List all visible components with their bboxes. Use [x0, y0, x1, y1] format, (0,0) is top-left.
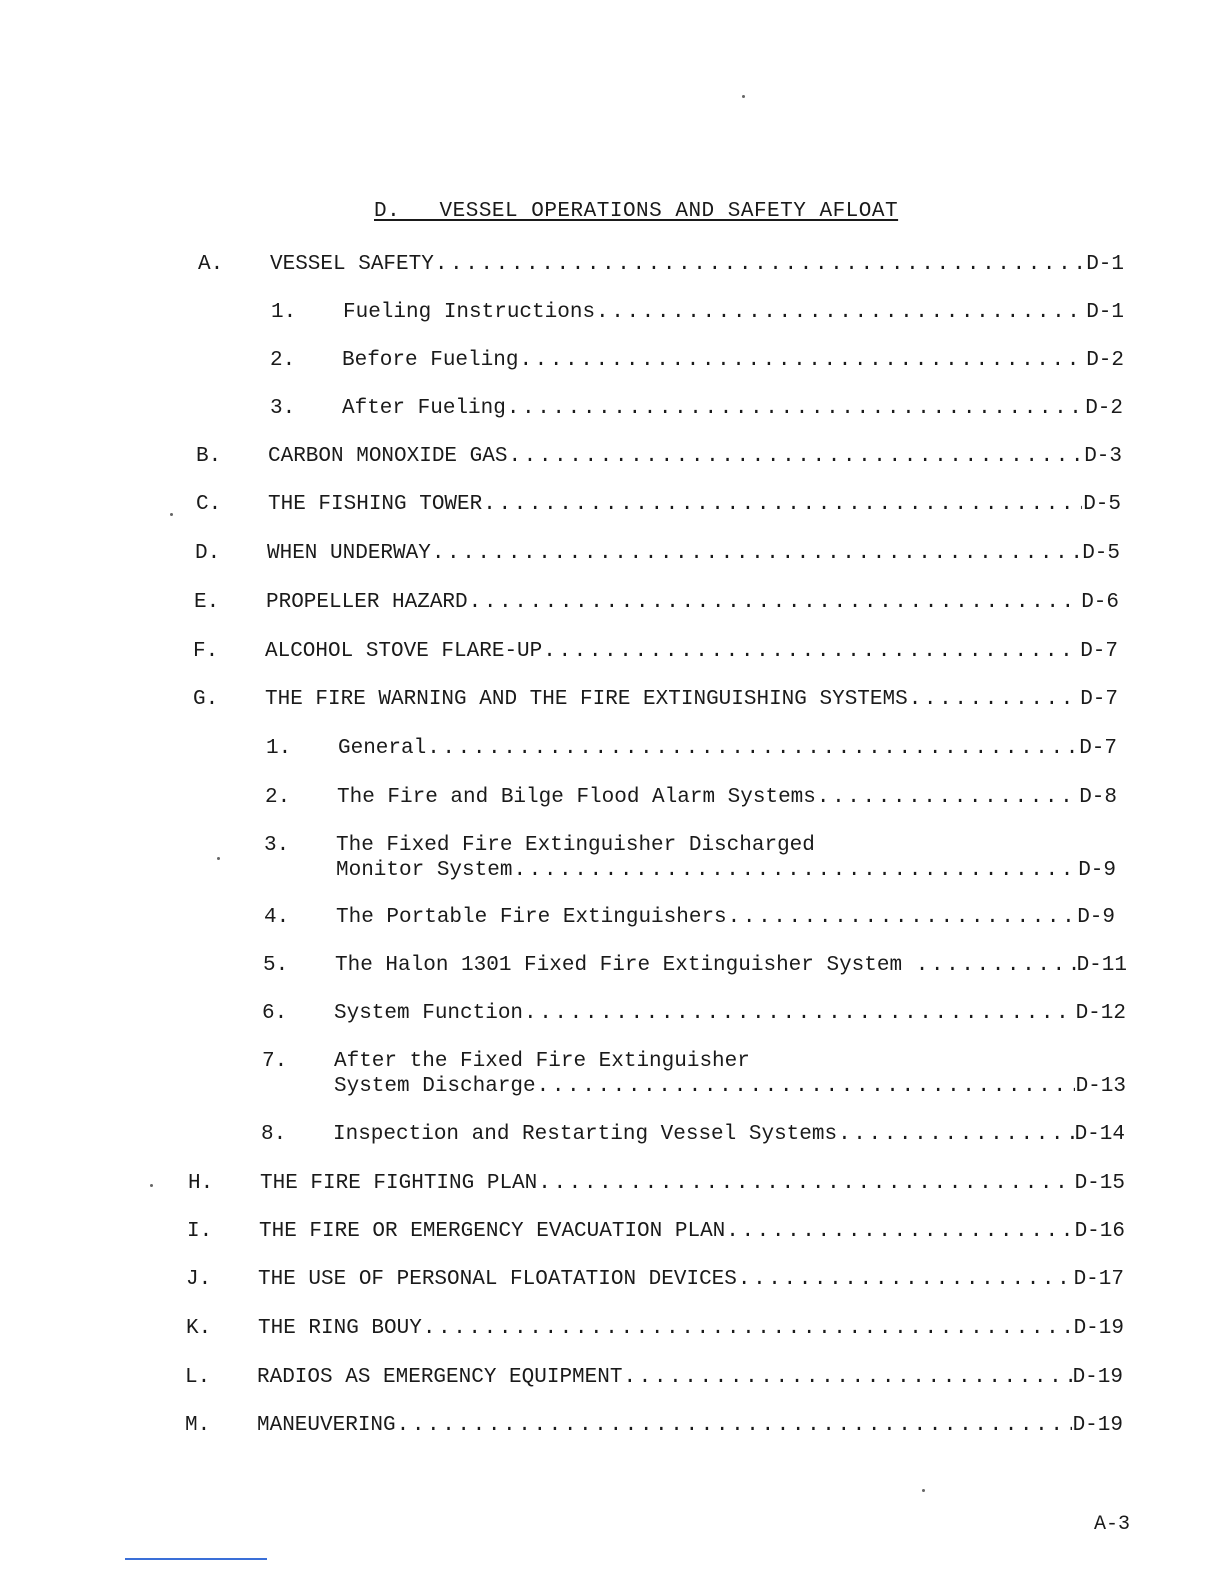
dot-leader — [432, 541, 1081, 566]
entry-title: VESSEL SAFETY — [270, 253, 434, 276]
dot-leader — [726, 1219, 1073, 1244]
dot-leader — [728, 905, 1077, 930]
entry-label: 6. — [262, 1002, 288, 1025]
entry-page: D-19 — [1072, 1414, 1123, 1437]
entry-page: D-15 — [1074, 1172, 1125, 1195]
dot-leader — [519, 348, 1085, 373]
entry-label: 7. — [262, 1050, 288, 1073]
scan-speck — [922, 1489, 925, 1492]
section-title: D. VESSEL OPERATIONS AND SAFETY AFLOAT — [374, 200, 899, 223]
entry-label: 5. — [263, 954, 289, 977]
entry-title: The Halon 1301 Fixed Fire Extinguisher System — [335, 954, 915, 977]
entry-page: D-7 — [1080, 688, 1118, 711]
dot-leader — [507, 396, 1084, 421]
entry-label: F. — [193, 640, 219, 663]
entry-label: E. — [194, 591, 220, 614]
scan-artifact-line — [125, 1558, 267, 1560]
entry-label: G. — [193, 688, 219, 711]
entry-page: D-6 — [1081, 591, 1119, 614]
entry-page: D-14 — [1074, 1123, 1125, 1146]
entry-label: D. — [195, 542, 221, 565]
entry-page: D-9 — [1077, 906, 1115, 929]
entry-label: A. — [198, 253, 224, 276]
entry-title: Inspection and Restarting Vessel Systems — [333, 1123, 838, 1146]
entry-label: L. — [185, 1366, 211, 1389]
entry-page: D-19 — [1072, 1366, 1123, 1389]
entry-page: D-9 — [1078, 859, 1116, 882]
dot-leader — [543, 639, 1079, 664]
entry-label: 3. — [264, 834, 290, 857]
dot-leader — [916, 953, 1076, 978]
entry-page: D-19 — [1073, 1317, 1124, 1340]
dot-leader — [483, 492, 1082, 517]
entry-title: Before Fueling — [342, 349, 519, 372]
entry-page: D-11 — [1076, 954, 1127, 977]
dot-leader — [508, 444, 1083, 469]
entry-label: B. — [196, 445, 222, 468]
scan-speck — [170, 513, 173, 516]
entry-page: D-3 — [1084, 445, 1122, 468]
dot-leader — [909, 687, 1079, 712]
dot-leader — [435, 252, 1085, 277]
entry-title: THE FISHING TOWER — [268, 493, 483, 516]
entry-title: PROPELLER HAZARD — [266, 591, 468, 614]
entry-page: D-16 — [1074, 1220, 1125, 1243]
entry-page: D-5 — [1082, 542, 1120, 565]
dot-leader — [817, 785, 1078, 810]
entry-label: C. — [196, 493, 222, 516]
entry-page: D-5 — [1083, 493, 1121, 516]
entry-title: The Fire and Bilge Flood Alarm Systems — [337, 786, 816, 809]
entry-label: 1. — [266, 737, 292, 760]
dot-leader — [513, 858, 1077, 883]
dot-leader — [538, 1171, 1073, 1196]
entry-label: 1. — [271, 301, 297, 324]
entry-label: 2. — [265, 786, 291, 809]
dot-leader — [596, 300, 1085, 325]
scan-speck — [217, 857, 220, 860]
entry-title: THE FIRE OR EMERGENCY EVACUATION PLAN — [259, 1220, 726, 1243]
entry-page: D-1 — [1086, 301, 1124, 324]
entry-title: ALCOHOL STOVE FLARE-UP — [265, 640, 543, 663]
entry-title: RADIOS AS EMERGENCY EQUIPMENT — [257, 1366, 623, 1389]
dot-leader — [524, 1001, 1075, 1026]
entry-label: 8. — [261, 1123, 287, 1146]
dot-leader — [427, 736, 1078, 761]
entry-label: 2. — [270, 349, 296, 372]
entry-title: THE RING BOUY — [258, 1317, 422, 1340]
entry-label: M. — [185, 1414, 211, 1437]
entry-title: THE USE OF PERSONAL FLOATATION DEVICES — [258, 1268, 737, 1291]
entry-page: D-8 — [1079, 786, 1117, 809]
dot-leader — [469, 590, 1081, 615]
entry-label: 3. — [270, 397, 296, 420]
entry-title-line1: After the Fixed Fire Extinguisher — [334, 1050, 750, 1073]
entry-page: D-7 — [1080, 640, 1118, 663]
entry-title: MANEUVERING — [257, 1414, 396, 1437]
page-number: A-3 — [1094, 1513, 1131, 1536]
entry-page: D-17 — [1073, 1268, 1124, 1291]
dot-leader — [623, 1365, 1071, 1390]
entry-title: Fueling Instructions — [343, 301, 596, 324]
dot-leader — [423, 1316, 1073, 1341]
dot-leader — [838, 1122, 1073, 1147]
entry-title: CARBON MONOXIDE GAS — [268, 445, 508, 468]
entry-page: D-12 — [1075, 1002, 1126, 1025]
scan-speck — [150, 1184, 153, 1187]
entry-title: The Portable Fire Extinguishers — [336, 906, 727, 929]
entry-title: System Function — [334, 1002, 524, 1025]
entry-label: 4. — [264, 906, 290, 929]
entry-label: H. — [188, 1172, 214, 1195]
dot-leader — [397, 1413, 1072, 1438]
entry-title-line1: The Fixed Fire Extinguisher Discharged — [336, 834, 815, 857]
entry-page: D-13 — [1075, 1075, 1126, 1098]
entry-title: THE FIRE FIGHTING PLAN — [260, 1172, 538, 1195]
entry-title: WHEN UNDERWAY — [267, 542, 431, 565]
entry-page: D-2 — [1086, 349, 1124, 372]
entry-title: System Discharge — [334, 1075, 536, 1098]
entry-page: D-1 — [1086, 253, 1124, 276]
entry-label: I. — [187, 1220, 213, 1243]
entry-title: Monitor System — [336, 859, 513, 882]
dot-leader — [537, 1074, 1075, 1099]
entry-page: D-2 — [1085, 397, 1123, 420]
entry-label: K. — [186, 1317, 212, 1340]
entry-page: D-7 — [1079, 737, 1117, 760]
scan-speck — [742, 95, 745, 98]
entry-title: General — [338, 737, 427, 760]
dot-leader — [738, 1267, 1073, 1292]
entry-title: THE FIRE WARNING AND THE FIRE EXTINGUISHING SYSTEMS — [265, 688, 908, 711]
entry-title: After Fueling — [342, 397, 506, 420]
entry-label: J. — [186, 1268, 212, 1291]
